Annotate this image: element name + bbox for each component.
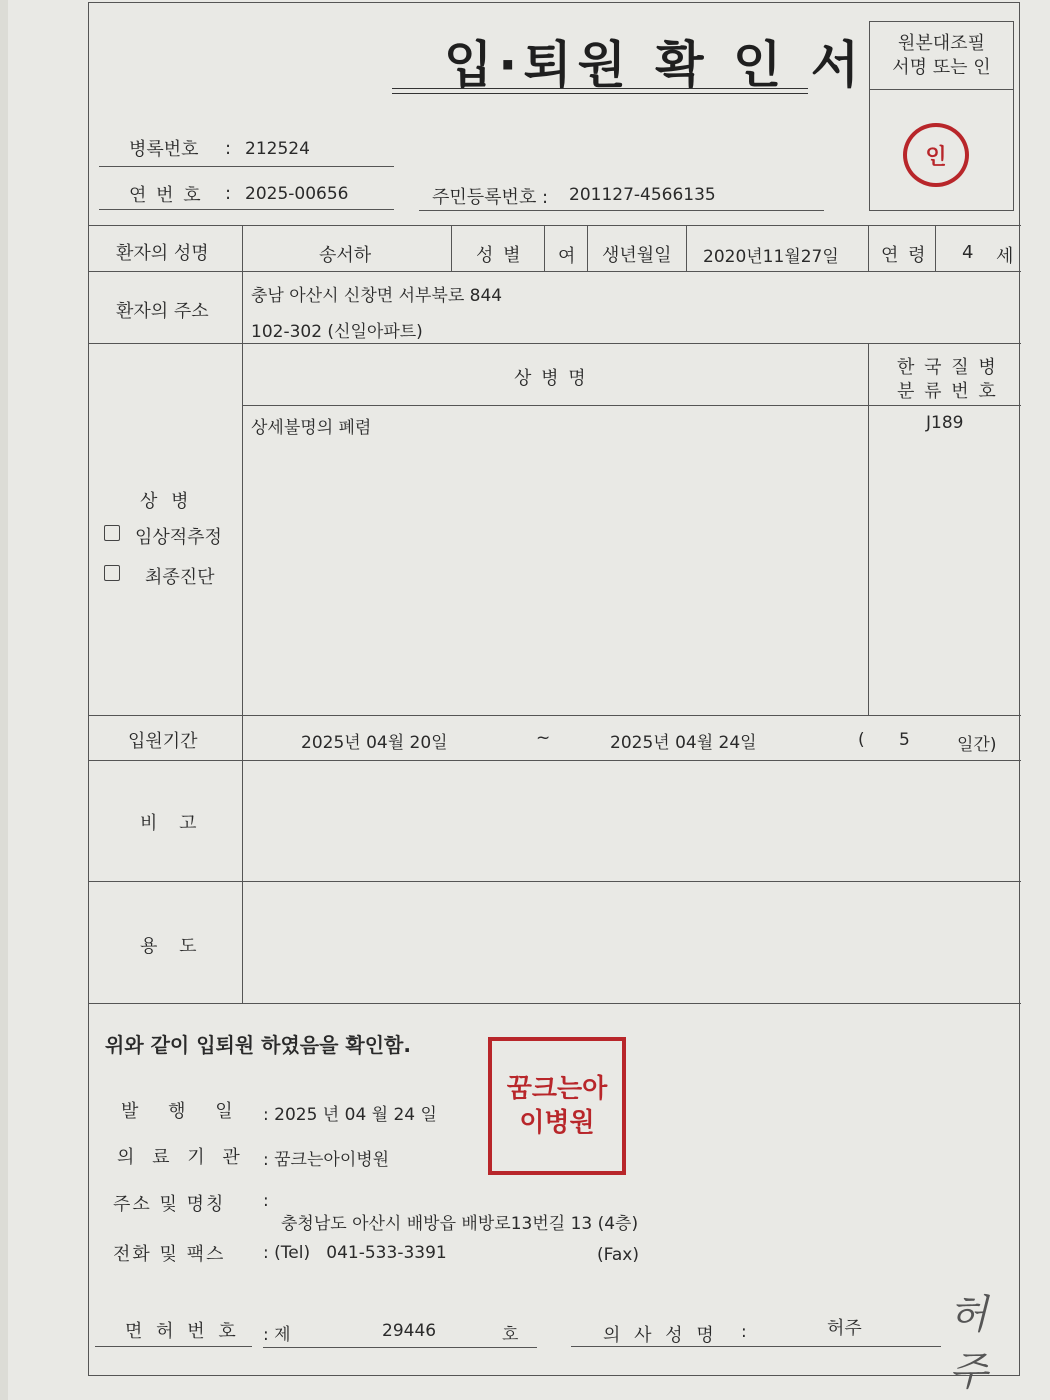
license-label-underline <box>95 1346 252 1347</box>
record-no-underline <box>99 166 394 167</box>
grid-line <box>868 225 869 271</box>
age-label: 연 령 <box>881 245 928 266</box>
grid-line <box>89 343 1021 344</box>
institution-label: 의 료 기 관 <box>117 1147 246 1168</box>
clinical-estimate-checkbox[interactable] <box>104 525 120 541</box>
serial-no-value: 2025-00656 <box>245 184 349 204</box>
license-no-label: 면 허 번 호 <box>125 1321 240 1342</box>
serial-no-label: 연 번 호 <box>129 185 203 206</box>
license-number: 29446 <box>382 1321 437 1341</box>
admission-days: 5 <box>899 730 910 750</box>
phone-fax-label: 전화 및 팩스 <box>113 1244 226 1265</box>
phone-value: : (Tel) 041-533-3391 <box>263 1243 447 1263</box>
kcd-code-header-line1: 한 국 질 병 <box>897 357 998 378</box>
record-no-label: 병록번호 <box>129 139 199 160</box>
diagnosis-name-header: 상 병 명 <box>514 368 588 389</box>
age-value: 4 <box>962 242 974 263</box>
admission-start: 2025년 04월 20일 <box>301 733 448 753</box>
doctor-name: 허주 <box>827 1318 862 1339</box>
sex-label: 성 별 <box>476 245 523 266</box>
document-page <box>8 0 1050 1400</box>
remarks-label: 비 고 <box>140 813 205 834</box>
hospital-address: 충청남도 아산시 배방읍 배방로13번길 13 (4층) <box>281 1214 639 1234</box>
verification-line1: 원본대조필 <box>898 33 985 54</box>
confirmation-statement: 위와 같이 입퇴원 하였음을 확인함. <box>105 1033 411 1057</box>
diagnosis-section-label: 상 병 <box>140 491 193 512</box>
hospital-seal-text: 꿈크는아이병원 <box>506 1074 608 1138</box>
admission-end: 2025년 04월 24일 <box>610 733 757 753</box>
serial-no-colon: : <box>225 183 232 204</box>
admission-period-label: 입원기간 <box>128 731 198 752</box>
kcd-code-header-line2: 분 류 번 호 <box>897 381 998 402</box>
doctor-name-label: 의 사 성 명 <box>603 1325 718 1346</box>
verification-line2: 서명 또는 인 <box>892 57 991 78</box>
admission-tilde: ~ <box>536 728 551 748</box>
grid-line <box>89 881 1021 882</box>
license-value-underline <box>263 1347 537 1348</box>
grid-line <box>935 225 936 271</box>
verification-header <box>870 22 1013 90</box>
doctor-name-underline <box>571 1346 941 1347</box>
title-underline <box>392 93 808 94</box>
diagnosis-name: 상세불명의 폐렴 <box>251 418 372 438</box>
institution-value: : 꿈크는아이병원 <box>263 1150 390 1170</box>
record-no-value: 212524 <box>245 139 310 159</box>
hospital-seal-stamp <box>488 1037 626 1175</box>
grid-line <box>89 271 1021 272</box>
purpose-label: 용 도 <box>140 936 205 957</box>
original-verification-box <box>869 21 1014 211</box>
document-title: 입·퇴원 확 인 서 <box>444 36 866 94</box>
patient-name-label: 환자의 성명 <box>116 243 209 264</box>
resident-no-underline <box>419 210 824 211</box>
small-seal-stamp <box>903 123 969 187</box>
birth-label: 생년월일 <box>602 245 672 266</box>
address-line2: 102-302 (신일아파트) <box>251 322 423 342</box>
fax-label: (Fax) <box>597 1245 639 1265</box>
grid-line <box>451 225 452 271</box>
address-name-colon: : <box>263 1191 269 1211</box>
patient-name: 송서하 <box>319 245 372 266</box>
title-underline <box>392 88 808 89</box>
doctor-name-colon: : <box>741 1322 747 1342</box>
birth-value: 2020년11월27일 <box>703 247 839 267</box>
grid-line <box>89 760 1021 761</box>
sex-value: 여 <box>558 246 576 267</box>
serial-no-underline <box>99 209 394 210</box>
age-unit: 세 <box>996 246 1014 267</box>
resident-no-value: 201127-4566135 <box>569 185 716 205</box>
final-diagnosis-label: 최종진단 <box>145 567 215 588</box>
grid-line <box>587 225 588 271</box>
grid-line <box>89 225 1021 226</box>
grid-line <box>89 715 1021 716</box>
grid-line <box>686 225 687 271</box>
grid-line <box>242 225 243 1003</box>
admission-open-paren: ( <box>858 730 865 750</box>
record-no-colon: : <box>225 138 232 159</box>
grid-line <box>242 405 1021 406</box>
diagnosis-code: J189 <box>926 413 964 433</box>
grid-line <box>868 343 869 715</box>
resident-no-label: 주민등록번호 : <box>432 187 549 208</box>
address-name-label: 주소 및 명칭 <box>113 1194 226 1215</box>
final-diagnosis-checkbox[interactable] <box>104 565 120 581</box>
issue-date-label: 발 행 일 <box>121 1101 245 1122</box>
clinical-estimate-label: 임상적추정 <box>135 527 222 548</box>
license-suffix: 호 <box>502 1325 519 1345</box>
admission-days-unit: 일간) <box>957 735 997 755</box>
license-prefix: : 제 <box>263 1325 291 1345</box>
small-seal-text: 인 <box>925 144 947 170</box>
address-line1: 충남 아산시 신창면 서부북로 844 <box>251 286 503 306</box>
form-frame <box>88 2 1020 1395</box>
issue-date-value: : 2025 년 04 월 24 일 <box>263 1105 437 1125</box>
grid-line <box>544 225 545 271</box>
address-label: 환자의 주소 <box>116 301 209 322</box>
doctor-signature: 허주 <box>949 1292 988 1395</box>
grid-line <box>89 1003 1021 1004</box>
